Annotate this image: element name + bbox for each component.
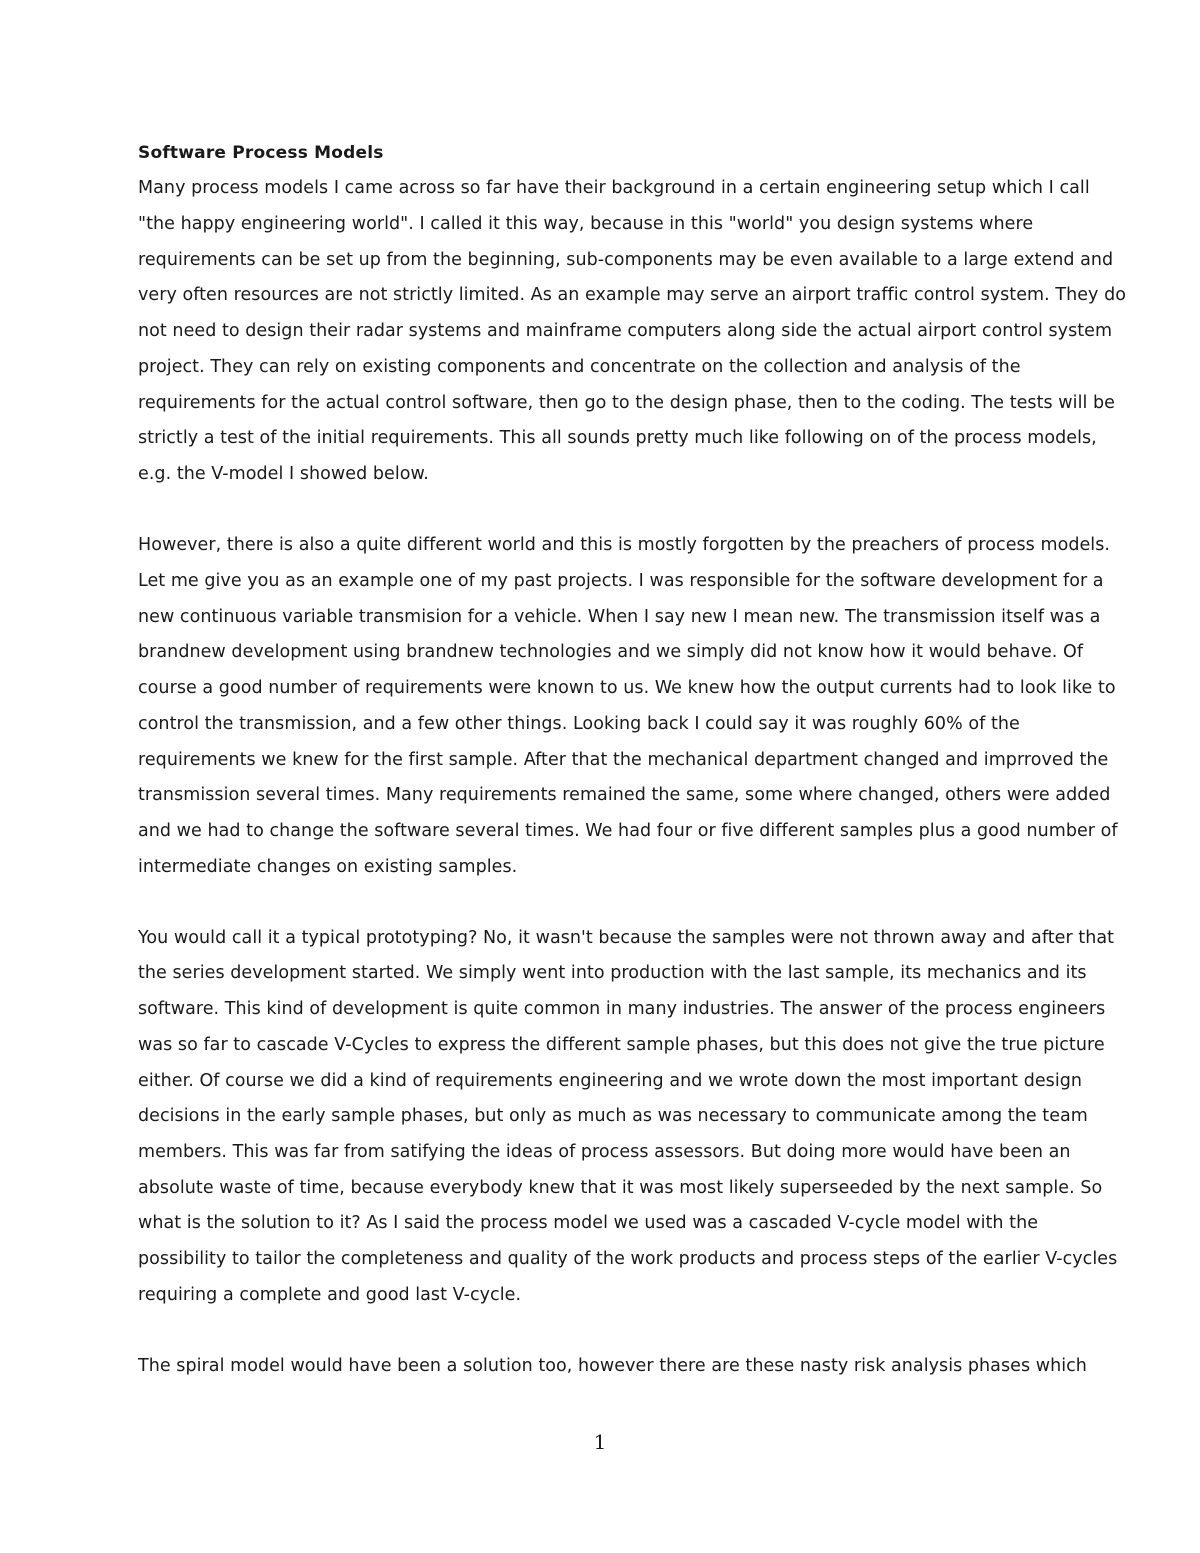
page-number: 1 — [593, 1430, 607, 1454]
body-line: what is the solution to it? As I said the process model we used was a cascaded V-cycle model with the — [138, 1213, 1039, 1233]
body-line: very often resources are not strictly limited. As an example may serve an airport traffic control system. They do — [138, 285, 1126, 305]
body-line: project. They can rely on existing components and concentrate on the collection and analysis of the — [138, 357, 1021, 377]
body-line: and we had to change the software several times. We had four or five different samples plus a good number of — [138, 821, 1118, 841]
body-line: You would call it a typical prototyping? No, it wasn't because the samples were not thrown away and after that — [138, 928, 1115, 948]
body-line: was so far to cascade V-Cycles to express the different sample phases, but this does not give the true picture — [138, 1035, 1105, 1055]
body-line: requiring a complete and good last V-cycle. — [138, 1285, 522, 1305]
body-line: decisions in the early sample phases, but only as much as was necessary to communicate among the team — [138, 1106, 1088, 1126]
body-line: e.g. the V-model I showed below. — [138, 464, 429, 484]
body-line: intermediate changes on existing samples. — [138, 857, 518, 877]
body-line: control the transmission, and a few other things. Looking back I could say it was roughly 60% of the — [138, 714, 1020, 734]
body-line: either. Of course we did a kind of requirements engineering and we wrote down the most important design — [138, 1071, 1083, 1091]
body-line: Many process models I came across so far have their background in a certain engineering setup which I call — [138, 178, 1090, 198]
body-line: software. This kind of development is quite common in many industries. The answer of the process engineers — [138, 999, 1106, 1019]
body-line: requirements we knew for the first sample. After that the mechanical department changed and imprroved the — [138, 750, 1109, 770]
body-line: requirements for the actual control software, then go to the design phase, then to the coding. The tests will be — [138, 393, 1115, 413]
body-line: "the happy engineering world". I called it this way, because in this "world" you design systems where — [138, 214, 1034, 234]
body-line: requirements can be set up from the beginning, sub-components may be even available to a large extend and — [138, 250, 1114, 270]
body-line: members. This was far from satifying the ideas of process assessors. But doing more would have been an — [138, 1142, 1071, 1162]
body-line: not need to design their radar systems and mainframe computers along side the actual airport control system — [138, 321, 1113, 341]
body-line: course a good number of requirements were known to us. We knew how the output currents had to look like to — [138, 678, 1116, 698]
body-line: absolute waste of time, because everybody knew that it was most likely superseeded by the next sample. So — [138, 1178, 1103, 1198]
body-line: brandnew development using brandnew technologies and we simply did not know how it would behave. Of — [138, 642, 1084, 662]
body-line: The spiral model would have been a solution too, however there are these nasty risk analysis phases which — [138, 1356, 1087, 1376]
body-line: Let me give you as an example one of my past projects. I was responsible for the software development for a — [138, 571, 1104, 591]
body-line: However, there is also a quite different world and this is mostly forgotten by the preachers of process models. — [138, 535, 1110, 555]
body-line: strictly a test of the initial requirements. This all sounds pretty much like following on of the process models, — [138, 428, 1097, 448]
body-line: the series development started. We simply went into production with the last sample, its mechanics and its — [138, 963, 1087, 983]
body-line: possibility to tailor the completeness and quality of the work products and process steps of the earlier V-cycles — [138, 1249, 1118, 1269]
body-line: transmission several times. Many requirements remained the same, some where changed, others were added — [138, 785, 1111, 805]
body-line: new continuous variable transmision for a vehicle. When I say new I mean new. The transmission itself was a — [138, 607, 1101, 627]
document-title: Software Process Models — [138, 143, 384, 163]
